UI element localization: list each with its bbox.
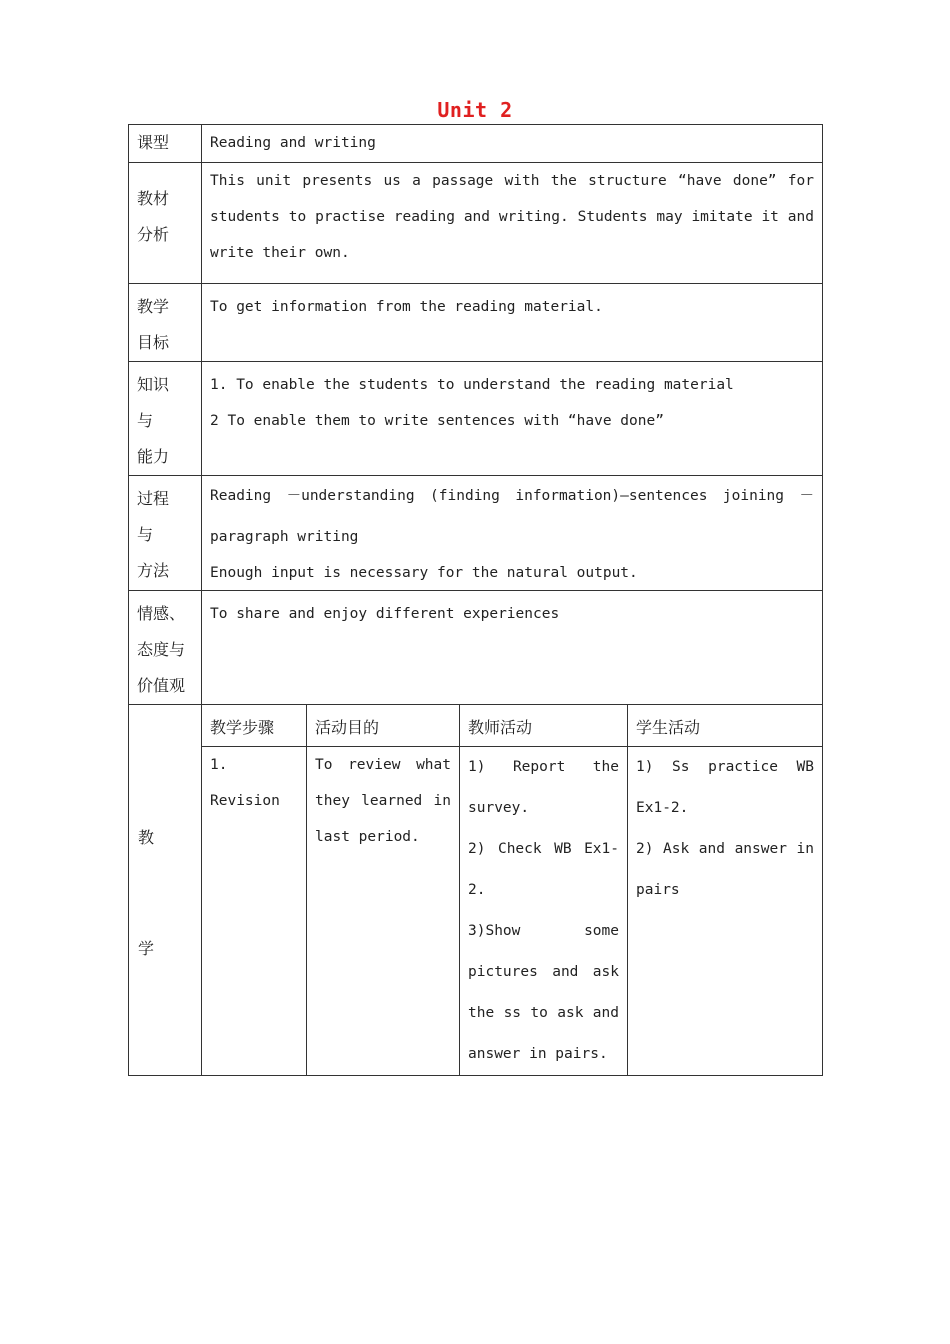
attitude-text: To share and enjoy different experiences: [202, 591, 823, 705]
lesson-plan-table: [128, 124, 823, 1076]
row-process: [129, 476, 823, 591]
process-text: [202, 476, 823, 591]
label-line: 过程: [137, 489, 170, 508]
label-line: 价值观: [137, 676, 186, 695]
row-knowledge: [129, 362, 823, 476]
teacher-activity-item: 1) Report the survey.: [468, 759, 619, 816]
label-line: 教: [138, 827, 155, 847]
header-teacher-activity: 教师活动: [460, 705, 628, 747]
row-teaching-content: [129, 747, 823, 1076]
row-label-course-type: 课型: [129, 125, 202, 163]
label-line: 与: [137, 411, 154, 430]
page-title: Unit 2: [437, 98, 513, 122]
label-line: 情感、: [137, 604, 186, 623]
process-line: Reading －understanding (finding information)—sentences joining － paragraph writing: [210, 488, 814, 545]
row-label-material: [129, 163, 202, 284]
header-purpose: 活动目的: [307, 705, 460, 747]
row-label-attitude: [129, 591, 202, 705]
label-line: 教学: [137, 297, 170, 316]
row-objective: [129, 284, 823, 362]
row-label-teaching: [129, 705, 202, 1076]
label-line: 能力: [137, 447, 170, 466]
label-line: 与: [137, 525, 154, 544]
row-label-objective: [129, 284, 202, 362]
header-student-activity: 学生活动: [628, 705, 823, 747]
header-step: 教学步骤: [202, 705, 307, 747]
student-activity-cell: [628, 747, 823, 1076]
row-label-process: [129, 476, 202, 591]
row-label-knowledge: [129, 362, 202, 476]
row-attitude: [129, 591, 823, 705]
student-activity-item: 1) Ss practice WB Ex1-2.: [636, 759, 814, 816]
knowledge-text: [202, 362, 823, 476]
row-teaching-header: [129, 705, 823, 747]
purpose-cell: To review what they learned in last period.: [307, 747, 460, 1076]
label-line: 分析: [137, 225, 170, 244]
teacher-activity-item: 3)Show some pictures and ask the ss to ask and answer in pairs.: [468, 923, 619, 1062]
label-line: 方法: [137, 561, 170, 580]
label-line: 学: [138, 938, 155, 958]
row-course-type: [129, 125, 823, 163]
row-material-analysis: [129, 163, 823, 284]
student-activity-item: 2) Ask and answer in pairs: [636, 841, 814, 898]
course-type-value: Reading and writing: [202, 125, 823, 163]
teacher-activity-item: 2) Check WB Ex1-2.: [468, 841, 619, 898]
label-line: 目标: [137, 333, 170, 352]
teacher-activity-cell: [460, 747, 628, 1076]
label-line: 教材: [137, 189, 170, 208]
knowledge-line: 1. To enable the students to understand the reading material: [210, 377, 734, 393]
step-cell: 1. Revision: [202, 747, 307, 1076]
process-line: Enough input is necessary for the natural output.: [210, 565, 638, 581]
knowledge-line: 2 To enable them to write sentences with “have done”: [210, 413, 664, 429]
label-line: 知识: [137, 375, 170, 394]
label-line: 态度与: [137, 640, 186, 659]
objective-text: To get information from the reading material.: [202, 284, 823, 362]
material-analysis-text: This unit presents us a passage with the structure “have done” for students to practise reading and writing. Students may imitate it and write their own.: [202, 163, 823, 284]
